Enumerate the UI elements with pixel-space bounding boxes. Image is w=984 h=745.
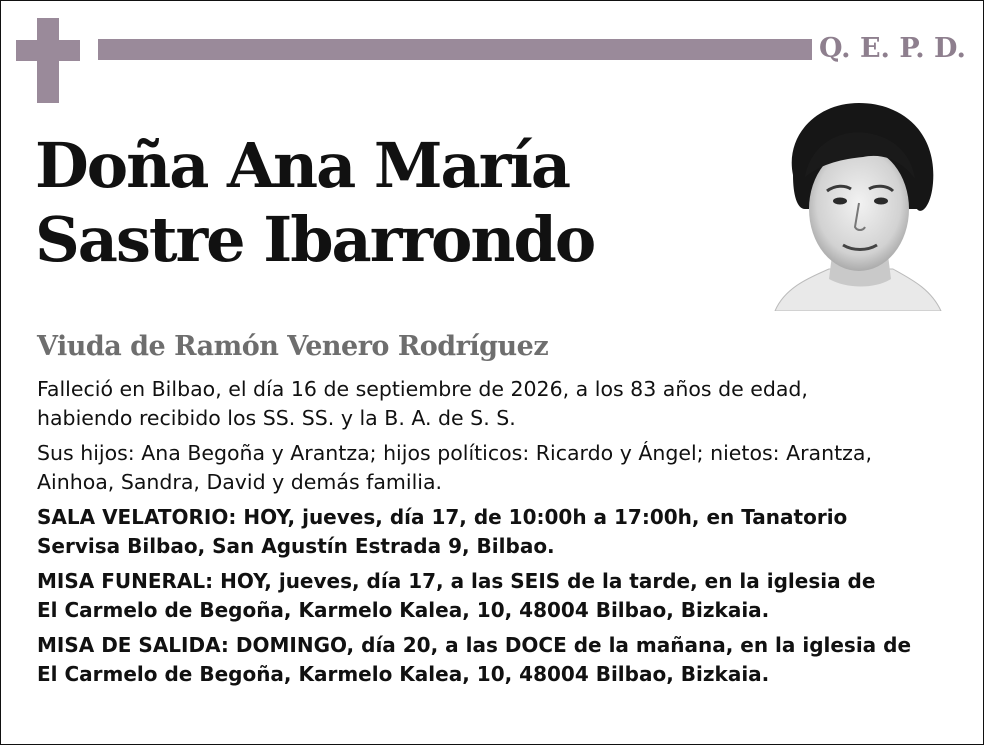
notice-body xyxy=(37,375,967,695)
death-paragraph xyxy=(37,375,967,433)
departure-line: MISA DE SALIDA: DOMINGO, día 20, a las DOCE de la mañana, en la iglesia de xyxy=(37,633,912,657)
family-line: Sus hijos: Ana Begoña y Arantza; hijos políticos: Ricardo y Ángel; nietos: Arantza, xyxy=(37,441,872,465)
funeral-line: MISA FUNERAL: HOY, jueves, día 17, a las SEIS de la tarde, en la iglesia de xyxy=(37,569,876,593)
header-rule xyxy=(98,39,812,60)
death-line: Falleció en Bilbao, el día 16 de septiembre de 2026, a los 83 años de edad, xyxy=(37,377,808,401)
departure-line: El Carmelo de Begoña, Karmelo Kalea, 10, 48004 Bilbao, Bizkaia. xyxy=(37,662,770,686)
family-line: Ainhoa, Sandra, David y demás familia. xyxy=(37,470,443,494)
wake-line: Servisa Bilbao, San Agustín Estrada 9, Bilbao. xyxy=(37,534,555,558)
death-line: habiendo recibido los SS. SS. y la B. A. de S. S. xyxy=(37,406,516,430)
family-paragraph xyxy=(37,439,967,497)
departure-mass-paragraph xyxy=(37,631,967,689)
cross-icon xyxy=(16,18,80,103)
widow-of-subtitle: Viuda de Ramón Venero Rodríguez xyxy=(37,331,549,362)
portrait-photo xyxy=(771,97,949,311)
wake-paragraph xyxy=(37,503,967,561)
deceased-name xyxy=(35,129,755,277)
funeral-line: El Carmelo de Begoña, Karmelo Kalea, 10, 48004 Bilbao, Bizkaia. xyxy=(37,598,770,622)
wake-line: SALA VELATORIO: HOY, jueves, día 17, de 10:00h a 17:00h, en Tanatorio xyxy=(37,505,848,529)
qepd-label: Q. E. P. D. xyxy=(819,33,966,64)
funeral-mass-paragraph xyxy=(37,567,967,625)
deceased-name-line1: Doña Ana María xyxy=(35,129,570,202)
deceased-name-line2: Sastre Ibarrondo xyxy=(35,203,595,276)
